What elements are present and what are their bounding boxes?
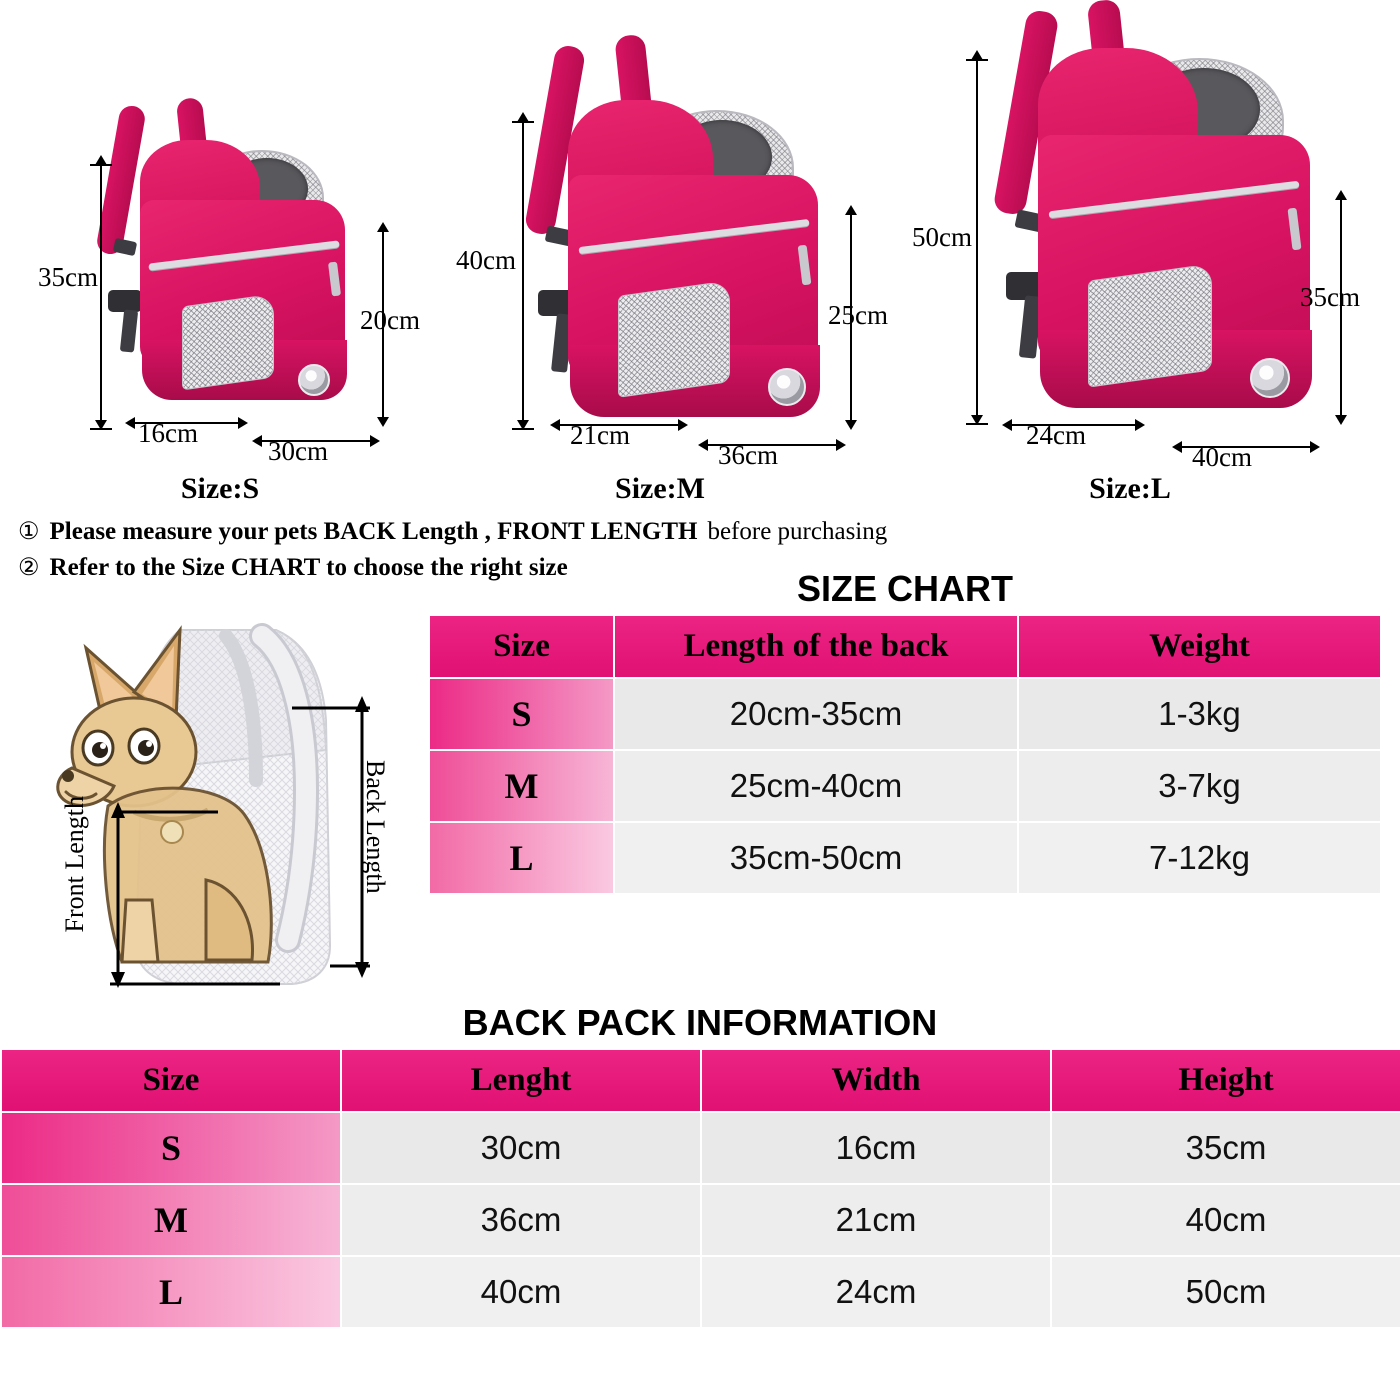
size-chart-cell-weight-m: 3-7kg xyxy=(1018,750,1381,822)
size-chart-header-size: Size xyxy=(429,615,614,678)
product-illustration-m xyxy=(450,0,888,505)
size-chart-cell-size-s: S xyxy=(429,678,614,750)
instruction-marker-2: ② xyxy=(18,555,40,581)
bpi-header-size: Size xyxy=(1,1049,341,1112)
dimension-height-label-l: 50cm xyxy=(912,222,972,252)
product-illustration-l xyxy=(900,0,1360,505)
size-caption-s: Size:S xyxy=(180,472,260,505)
size-chart-header-weight: Weight xyxy=(1018,615,1381,678)
size-chart-cell-back-s: 20cm-35cm xyxy=(614,678,1018,750)
dimension-height-label-m: 40cm xyxy=(456,245,516,275)
instruction-marker-1: ① xyxy=(18,519,40,545)
size-chart-cell-weight-s: 1-3kg xyxy=(1018,678,1381,750)
size-chart-header-back-length: Length of the back xyxy=(614,615,1018,678)
dimension-depth-label-m: 25cm xyxy=(828,300,888,330)
bpi-cell-size-s: S xyxy=(1,1112,341,1184)
size-caption-l: Size:L xyxy=(1089,472,1171,505)
instruction-tail-1: before purchasing xyxy=(707,518,888,545)
bpi-cell-width-m: 21cm xyxy=(701,1184,1051,1256)
front-length-label: Front Length xyxy=(60,796,89,933)
bpi-cell-height-l: 50cm xyxy=(1051,1256,1400,1328)
dimension-height-label-s: 35cm xyxy=(38,262,98,292)
dimension-width-label-m: 21cm xyxy=(570,420,630,450)
backpack-info-table xyxy=(0,1048,1400,1329)
dimension-depth-label-l: 35cm xyxy=(1300,282,1360,312)
size-caption-m: Size:M xyxy=(615,472,705,505)
size-chart-cell-back-m: 25cm-40cm xyxy=(614,750,1018,822)
dog-measurement-diagram xyxy=(30,600,420,1010)
size-chart-table xyxy=(428,614,1382,895)
size-chart-cell-size-l: L xyxy=(429,822,614,894)
bpi-cell-height-s: 35cm xyxy=(1051,1112,1400,1184)
bpi-header-length: Lenght xyxy=(341,1049,701,1112)
table-row xyxy=(1,1256,1400,1328)
dimension-depth-label-s: 20cm xyxy=(360,305,420,335)
bpi-cell-length-l: 40cm xyxy=(341,1256,701,1328)
instruction-text-1: Please measure your pets BACK Length , FRONT LENGTH xyxy=(49,518,698,545)
dimension-length-label-s: 30cm xyxy=(268,436,328,466)
dimension-length-label-m: 36cm xyxy=(718,440,778,470)
instruction-item-1 xyxy=(18,518,1118,546)
size-chart-cell-weight-l: 7-12kg xyxy=(1018,822,1381,894)
bpi-cell-height-m: 40cm xyxy=(1051,1184,1400,1256)
table-header-row xyxy=(1,1049,1400,1112)
bpi-cell-length-s: 30cm xyxy=(341,1112,701,1184)
bpi-cell-size-l: L xyxy=(1,1256,341,1328)
dimension-width-label-l: 24cm xyxy=(1026,420,1086,450)
table-row xyxy=(1,1184,1400,1256)
dimension-width-label-s: 16cm xyxy=(138,418,198,448)
bpi-header-width: Width xyxy=(701,1049,1051,1112)
bpi-cell-size-m: M xyxy=(1,1184,341,1256)
table-header-row xyxy=(429,615,1381,678)
table-row xyxy=(1,1112,1400,1184)
bpi-cell-length-m: 36cm xyxy=(341,1184,701,1256)
size-chart-title: SIZE CHART xyxy=(797,568,1013,609)
product-size-illustrations xyxy=(0,0,1400,510)
size-chart-cell-size-m: M xyxy=(429,750,614,822)
size-chart-cell-back-l: 35cm-50cm xyxy=(614,822,1018,894)
product-illustration-s xyxy=(30,0,420,505)
bpi-header-height: Height xyxy=(1051,1049,1400,1112)
backpack-info-title: BACK PACK INFORMATION xyxy=(462,1002,938,1043)
table-row xyxy=(429,822,1381,894)
dimension-length-label-l: 40cm xyxy=(1192,442,1252,472)
table-row xyxy=(429,678,1381,750)
instruction-text-2: Refer to the Size CHART to choose the right size xyxy=(49,554,568,581)
bpi-cell-width-s: 16cm xyxy=(701,1112,1051,1184)
bpi-cell-width-l: 24cm xyxy=(701,1256,1051,1328)
table-row xyxy=(429,750,1381,822)
back-length-label: Back Length xyxy=(361,760,390,894)
